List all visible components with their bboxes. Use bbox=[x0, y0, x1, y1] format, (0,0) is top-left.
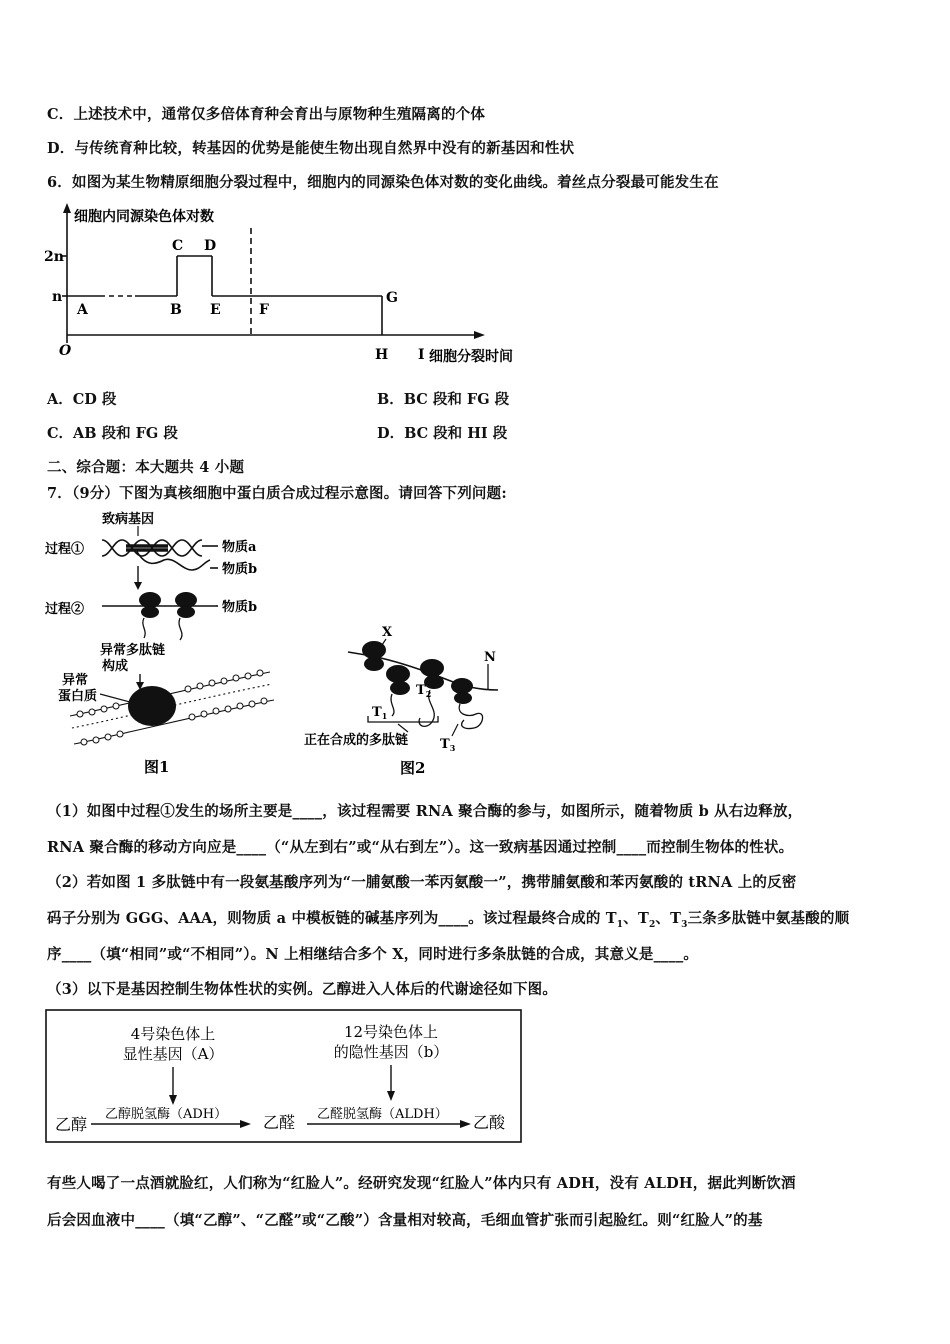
ethanol-label: 乙醇 bbox=[55, 1115, 88, 1134]
q7-para-line1: 有些人喝了一点酒就脸红，人们称为“红脸人”。经研究发现“红脸人”体内只有 ADH，没有 ALDH，据此判断饮酒 bbox=[47, 1175, 796, 1192]
svg-text:T1 bbox=[372, 705, 387, 721]
q7-sub2-line2-a: 码子分别为 GGG、AAA，则物质 a 中模板链的碱基序列为____。该过程最终合成的 T bbox=[47, 910, 617, 927]
fig1-abnormal-chain-1: 异常多肽链 bbox=[100, 643, 166, 658]
point-d: D bbox=[204, 238, 217, 254]
abnormal-protein-blob bbox=[128, 686, 176, 726]
origin-label: O bbox=[59, 343, 72, 359]
q7-figure-1 bbox=[40, 506, 300, 781]
fig1-caption: 图1 bbox=[144, 758, 170, 776]
y-axis-label: 细胞内同源染色体对数 bbox=[74, 209, 214, 225]
y-tick-2n: 2n bbox=[44, 249, 64, 265]
q6-option-a: A．CD 段 bbox=[47, 391, 117, 408]
ribosome-icon bbox=[139, 592, 197, 618]
y-tick-n: n bbox=[52, 289, 63, 305]
point-e: E bbox=[210, 302, 221, 318]
q6-chromosome-pair-chart bbox=[40, 198, 540, 373]
q7-ethanol-pathway bbox=[45, 1009, 523, 1145]
acetaldehyde-label: 乙醛 bbox=[263, 1113, 296, 1132]
fig1-gene-label: 致病基因 bbox=[102, 512, 155, 527]
fig1-substance-b: 物质b bbox=[222, 562, 258, 577]
q5-option-c: C．上述技术中，通常仅多倍体育种会育出与原物种生殖隔离的个体 bbox=[47, 106, 486, 123]
fig2-t3: T bbox=[440, 737, 450, 752]
point-a: A bbox=[77, 302, 88, 318]
q7-sub2-line2 bbox=[47, 907, 849, 930]
q7-sub3-line1: （3）以下是基因控制生物体性状的实例。乙醇进入人体后的代谢途径如下图。 bbox=[47, 981, 558, 998]
fig1-process2-label: 过程② bbox=[45, 602, 85, 617]
q7-sub2-sep1: 、T bbox=[623, 910, 649, 927]
enzyme-aldh-label: 乙醛脱氢酶（ALDH） bbox=[317, 1107, 448, 1122]
fig1-abnormal-protein-1: 异常 bbox=[62, 673, 89, 688]
gene-a-line1: 4号染色体上 bbox=[130, 1025, 216, 1043]
fig2-n-label: N bbox=[484, 650, 496, 665]
fig2-caption: 图2 bbox=[400, 759, 426, 777]
fig2-t3-sub: 3 bbox=[449, 743, 456, 753]
point-i: I bbox=[418, 347, 425, 363]
q7-sub1-line1: （1）如图中过程①发生的场所主要是____，该过程需要 RNA 聚合酶的参与，如图所示，随着物质 b 从右边释放， bbox=[47, 803, 803, 820]
fig2-x-label: X bbox=[382, 625, 393, 640]
q7-figure-2 bbox=[298, 618, 518, 781]
fig2-t1: T bbox=[372, 705, 382, 720]
q7-sub2-t1-sub: 1 bbox=[616, 919, 624, 930]
point-b: B bbox=[170, 302, 182, 318]
enzyme-adh-label: 乙醇脱氢酶（ADH） bbox=[105, 1107, 228, 1122]
point-c: C bbox=[172, 238, 184, 254]
q6-stem: 6．如图为某生物精原细胞分裂过程中，细胞内的同源染色体对数的变化曲线。着丝点分裂最可能发生在 bbox=[47, 174, 719, 191]
fig1-process1-label: 过程① bbox=[45, 542, 85, 557]
fig2-t2: T bbox=[416, 683, 426, 698]
gene-b-line1: 12号染色体上 bbox=[343, 1023, 439, 1041]
fig1-substance-a: 物质a bbox=[222, 540, 257, 555]
q7-stem: 7．（9分）下图为真核细胞中蛋白质合成过程示意图。请回答下列问题: bbox=[47, 485, 507, 502]
q7-sub2-sep2: 、T bbox=[655, 910, 682, 927]
q6-option-c: C．AB 段和 FG 段 bbox=[47, 425, 178, 442]
q7-sub2-line3: 序____（填“相同”或“不相同”）。N 上相继结合多个 X，同时进行多条肽链的合成，其意义是____。 bbox=[47, 946, 699, 963]
point-h: H bbox=[375, 347, 389, 363]
point-g: G bbox=[386, 290, 398, 306]
svg-text:T3 bbox=[440, 737, 456, 753]
q7-sub1-line2: RNA 聚合酶的移动方向应是____（“从左到右”或“从右到左”）。这一致病基因通过控制____而控制生物体的性状。 bbox=[47, 839, 794, 856]
fig2-t2-sub: 2 bbox=[425, 689, 432, 699]
q7-sub2-t2-sub: 2 bbox=[648, 919, 656, 930]
fig1-abnormal-chain-2: 构成 bbox=[102, 659, 129, 674]
fig1-abnormal-protein-2: 蛋白质 bbox=[58, 689, 98, 704]
q7-para-line2: 后会因血液中____（填“乙醇”、“乙醛”或“乙酸”）含量相对较高，毛细血管扩张而引起脸红。则“红脸人”的基 bbox=[47, 1212, 763, 1229]
dna-helix bbox=[102, 540, 210, 570]
q7-sub2-line2-b: 三条多肽链中氨基酸的顺 bbox=[687, 910, 850, 927]
q6-option-d: D．BC 段和 HI 段 bbox=[377, 425, 508, 442]
gene-b-line2: 的隐性基因（b） bbox=[333, 1043, 449, 1061]
fig2-t1-sub: 1 bbox=[381, 711, 388, 721]
x-axis-label: 细胞分裂时间 bbox=[429, 349, 513, 365]
point-f: F bbox=[259, 302, 269, 318]
q6-option-b: B．BC 段和 FG 段 bbox=[377, 391, 510, 408]
fig1-substance-b-2: 物质b bbox=[222, 600, 258, 615]
acetic-acid-label: 乙酸 bbox=[473, 1113, 506, 1132]
fig2-chain-label: 正在合成的多肽链 bbox=[304, 733, 409, 748]
q7-sub2-t3-sub: 3 bbox=[681, 919, 688, 930]
section-heading: 二、综合题：本大题共 4 小题 bbox=[47, 459, 245, 476]
gene-a-line2: 显性基因（A） bbox=[122, 1045, 224, 1063]
q5-option-d: D．与传统育种比较，转基因的优势是能使生物出现自然界中没有的新基因和性状 bbox=[47, 140, 575, 157]
q7-sub2-line1: （2）若如图 1 多肽链中有一段氨基酸序列为“一脯氨酸一苯丙氨酸一”，携带脯氨酸和苯丙氨酸的 tRNA 上的反密 bbox=[47, 874, 797, 891]
